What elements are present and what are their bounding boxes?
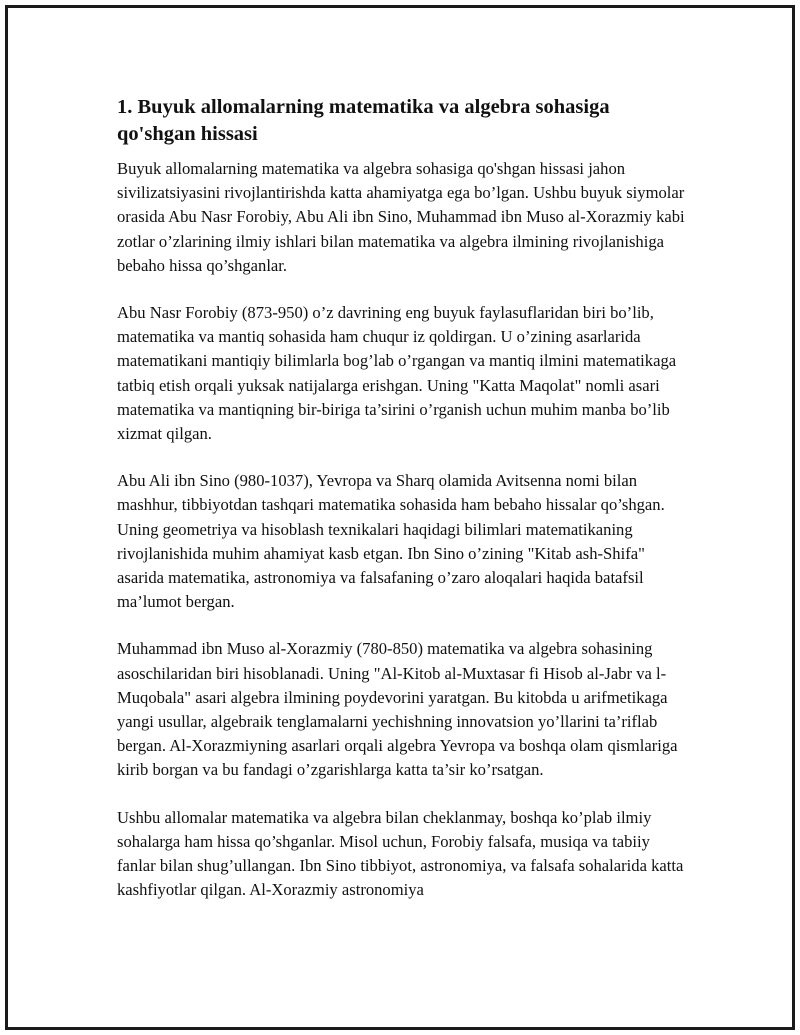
- paragraph-ibn-sino: Abu Ali ibn Sino (980-1037), Yevropa va Sharq olamida Avitsenna nomi bilan mashhur, tibbiyotdan tashqari matematika sohasida ham bebaho hissalar qo’shgan. Uning geometriya va hisoblash texnikalari haqidagi bilimlari matematikaning rivojlanishida muhim ahamiyat kasb etgan. Ibn Sino o’zining "Kitab ash-Shifa" asarida matematika, astronomiya va falsafaning o’zaro aloqalari haqida batafsil ma’lumot bergan.: [117, 471, 665, 612]
- document-body: [117, 94, 692, 925]
- paragraph-other-fields: Ushbu allomalar matematika va algebra bilan cheklanmay, boshqa ko’plab ilmiy sohalarga ham hissa qo’shganlar. Misol uchun, Forobiy falsafa, musiqa va tabiiy fanlar bilan shug’ullangan. Ibn Sino tibbiyot, astronomiya, va falsafa sohalarida katta kashfiyotlar qilgan. Al-Xorazmiy astronomiya: [117, 807, 684, 900]
- paragraph-al-xorazmiy: Muhammad ibn Muso al-Xorazmiy (780-850) matematika va algebra sohasining asoschilaridan biri hisoblanadi. Uning "Al-Kitob al-Muxtasar fi Hisob al-Jabr va l-Muqobala" asari algebra ilmining poydevorini yaratgan. Bu kitobda u arifmetikaga yangi usullar, algebraik tenglamalarni yechishning innovatsion yo’llarini ta’riflab bergan. Al-Xorazmiyning asarlari orqali algebra Yevropa va boshqa olam qismlariga kirib borgan va bu fandagi o’zgarishlarga katta ta’sir ko’rsatgan.: [117, 639, 678, 780]
- section-heading: 1. Buyuk allomalarning matematika va algebra sohasiga qo'shgan hissasi: [117, 96, 610, 145]
- paragraph-forobiy: Abu Nasr Forobiy (873-950) o’z davrining eng buyuk faylasuflaridan biri bo’lib, matematika va mantiq sohasida ham chuqur iz qoldirgan. U o’zining asarlarida matematikani mantiqiy bilimlarla bog’lab o’rgangan va mantiq ilmini matematikaga tatbiq etish orqali yuksak natijalarga erishgan. Uning "Katta Maqolat" nomli asari matematika va mantiqning bir-biriga ta’sirini o’rganish uchun muhim manba bo’lib xizmat qilgan.: [117, 303, 677, 444]
- paragraph-intro: Buyuk allomalarning matematika va algebra sohasiga qo'shgan hissasi jahon sivilizatsiyasini rivojlantirishda katta ahamiyatga ega bo’lgan. Ushbu buyuk siymolar orasida Abu Nasr Forobiy, Abu Ali ibn Sino, Muhammad ibn Muso al-Xorazmiy kabi zotlar o’zlarining ilmiy ishlari bilan matematika va algebra ilmining rivojlanishiga bebaho hissa qo’shganlar.: [117, 159, 685, 275]
